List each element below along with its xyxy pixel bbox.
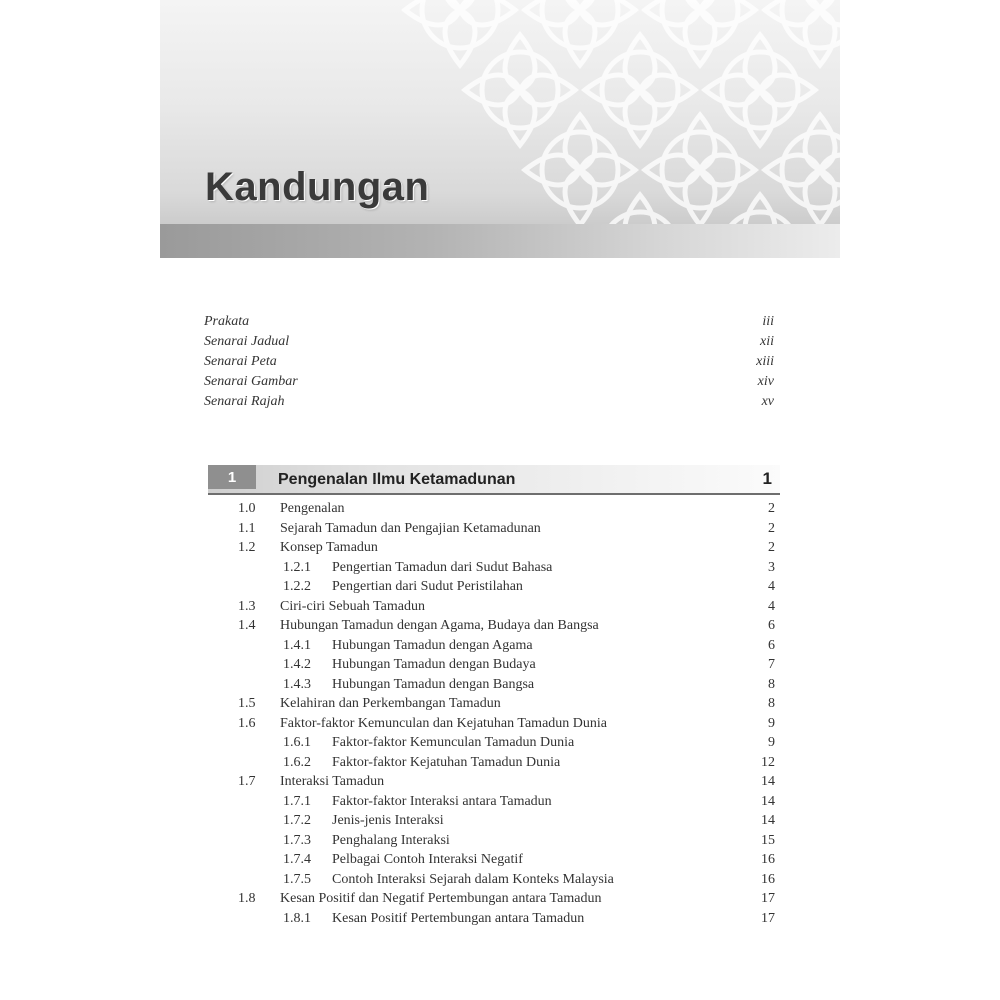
prelim-label: Senarai Rajah	[204, 394, 285, 409]
toc-entry[interactable]	[160, 773, 840, 793]
section-page: 17	[761, 891, 775, 906]
toc-entry[interactable]	[160, 754, 840, 774]
section-number: 1.7.1	[283, 793, 311, 809]
toc-entry[interactable]	[160, 676, 840, 696]
section-title: Kelahiran dan Perkembangan Tamadun	[280, 696, 501, 711]
section-title: Sejarah Tamadun dan Pengajian Ketamadunan	[280, 520, 541, 536]
ornament-pattern	[400, 0, 840, 258]
toc-entry[interactable]	[160, 910, 840, 930]
section-number: 1.8	[238, 891, 256, 906]
section-title: Pengertian Tamadun dari Sudut Bahasa	[332, 559, 553, 575]
section-number: 1.7.3	[283, 832, 311, 848]
section-title: Pengertian dari Sudut Peristilahan	[332, 579, 523, 594]
section-title: Faktor-faktor Interaksi antara Tamadun	[332, 793, 552, 809]
chapter-heading[interactable]	[208, 465, 780, 495]
prelim-label: Prakata	[204, 314, 250, 329]
section-number: 1.4.1	[283, 637, 311, 653]
section-title: Hubungan Tamadun dengan Agama, Budaya dan Bangsa	[280, 618, 599, 633]
toc-entry[interactable]	[160, 520, 840, 540]
prelim-page: xv	[761, 394, 774, 409]
prelim-page: xiii	[756, 354, 774, 369]
toc-entry[interactable]	[160, 598, 840, 618]
prelim-item[interactable]	[204, 334, 774, 354]
section-number: 1.2.1	[283, 559, 311, 575]
section-number: 1.7.2	[283, 813, 311, 828]
section-title: Penghalang Interaksi	[332, 832, 450, 848]
toc-entry[interactable]	[160, 578, 840, 598]
toc-entry[interactable]	[160, 793, 840, 813]
toc-entry[interactable]	[160, 715, 840, 735]
section-page: 4	[768, 598, 775, 614]
section-title: Interaksi Tamadun	[280, 774, 385, 789]
toc-entry[interactable]	[160, 637, 840, 657]
section-page: 3	[768, 559, 775, 575]
section-page: 8	[768, 676, 775, 692]
section-title: Konsep Tamadun	[280, 540, 378, 555]
section-number: 1.4.2	[283, 657, 311, 672]
toc-entry[interactable]	[160, 890, 840, 910]
toc-entry[interactable]	[160, 734, 840, 754]
preliminary-list	[204, 314, 774, 414]
section-title: Contoh Interaksi Sejarah dalam Konteks Malaysia	[332, 871, 614, 887]
chapter-title: Pengenalan Ilmu Ketamadunan	[278, 471, 516, 488]
section-page: 15	[761, 832, 775, 848]
toc-entries	[160, 500, 840, 929]
section-title: Ciri-ciri Sebuah Tamadun	[280, 598, 425, 614]
section-page: 2	[768, 540, 775, 555]
toc-entry[interactable]	[160, 851, 840, 871]
prelim-page: iii	[762, 314, 774, 329]
section-number: 1.7	[238, 774, 256, 789]
toc-entry[interactable]	[160, 656, 840, 676]
section-number: 1.6	[238, 715, 256, 731]
section-title: Jenis-jenis Interaksi	[332, 813, 444, 828]
toc-entry[interactable]	[160, 871, 840, 891]
toc-entry[interactable]	[160, 539, 840, 559]
prelim-page: xii	[760, 334, 774, 349]
prelim-label: Senarai Jadual	[204, 334, 290, 349]
section-page: 9	[768, 735, 775, 750]
section-number: 1.0	[238, 501, 256, 516]
section-title: Kesan Positif dan Negatif Pertembungan antara Tamadun	[280, 891, 602, 906]
section-title: Hubungan Tamadun dengan Agama	[332, 637, 533, 653]
prelim-page: xiv	[757, 374, 774, 389]
section-title: Hubungan Tamadun dengan Bangsa	[332, 676, 535, 692]
section-page: 7	[768, 657, 775, 672]
section-page: 14	[761, 813, 775, 828]
page-title: Kandungan	[205, 165, 430, 209]
section-number: 1.6.1	[283, 735, 311, 750]
section-number: 1.4.3	[283, 676, 311, 692]
prelim-item[interactable]	[204, 354, 774, 374]
section-page: 14	[761, 793, 775, 809]
section-page: 9	[768, 715, 775, 731]
prelim-item[interactable]	[204, 374, 774, 394]
toc-entry[interactable]	[160, 832, 840, 852]
section-title: Kesan Positif Pertembungan antara Tamadun	[332, 910, 585, 926]
section-title: Faktor-faktor Kemunculan Tamadun Dunia	[332, 735, 575, 750]
toc-entry[interactable]	[160, 559, 840, 579]
section-number: 1.7.5	[283, 871, 311, 887]
section-title: Pelbagai Contoh Interaksi Negatif	[332, 852, 523, 867]
section-page: 16	[761, 852, 775, 867]
section-title: Faktor-faktor Kejatuhan Tamadun Dunia	[332, 754, 561, 770]
toc-entry[interactable]	[160, 617, 840, 637]
section-page: 2	[768, 520, 775, 536]
book-page	[160, 0, 840, 1000]
section-page: 14	[761, 774, 775, 789]
prelim-label: Senarai Gambar	[204, 374, 298, 389]
toc-entry[interactable]	[160, 812, 840, 832]
section-number: 1.7.4	[283, 852, 311, 867]
header-banner	[160, 0, 840, 258]
section-page: 6	[768, 637, 775, 653]
section-page: 17	[761, 910, 775, 926]
section-title: Pengenalan	[280, 501, 345, 516]
chapter-number-badge: 1	[208, 465, 256, 489]
section-page: 2	[768, 501, 775, 516]
chapter-page: 1	[762, 469, 772, 488]
section-page: 12	[761, 754, 775, 770]
section-number: 1.1	[238, 520, 256, 536]
section-number: 1.8.1	[283, 910, 311, 926]
section-number: 1.4	[238, 618, 256, 633]
section-title: Faktor-faktor Kemunculan dan Kejatuhan Tamadun Dunia	[280, 715, 607, 731]
section-number: 1.6.2	[283, 754, 311, 770]
prelim-item[interactable]	[204, 314, 774, 334]
prelim-label: Senarai Peta	[204, 354, 277, 369]
section-title: Hubungan Tamadun dengan Budaya	[332, 657, 536, 672]
section-page: 16	[761, 871, 775, 887]
section-number: 1.2	[238, 540, 256, 555]
toc-entry[interactable]	[160, 500, 840, 520]
section-number: 1.2.2	[283, 579, 311, 594]
section-number: 1.5	[238, 696, 256, 711]
section-number: 1.3	[238, 598, 256, 614]
section-page: 6	[768, 618, 775, 633]
toc-entry[interactable]	[160, 695, 840, 715]
section-page: 8	[768, 696, 775, 711]
section-page: 4	[768, 579, 775, 594]
prelim-item[interactable]	[204, 394, 774, 414]
